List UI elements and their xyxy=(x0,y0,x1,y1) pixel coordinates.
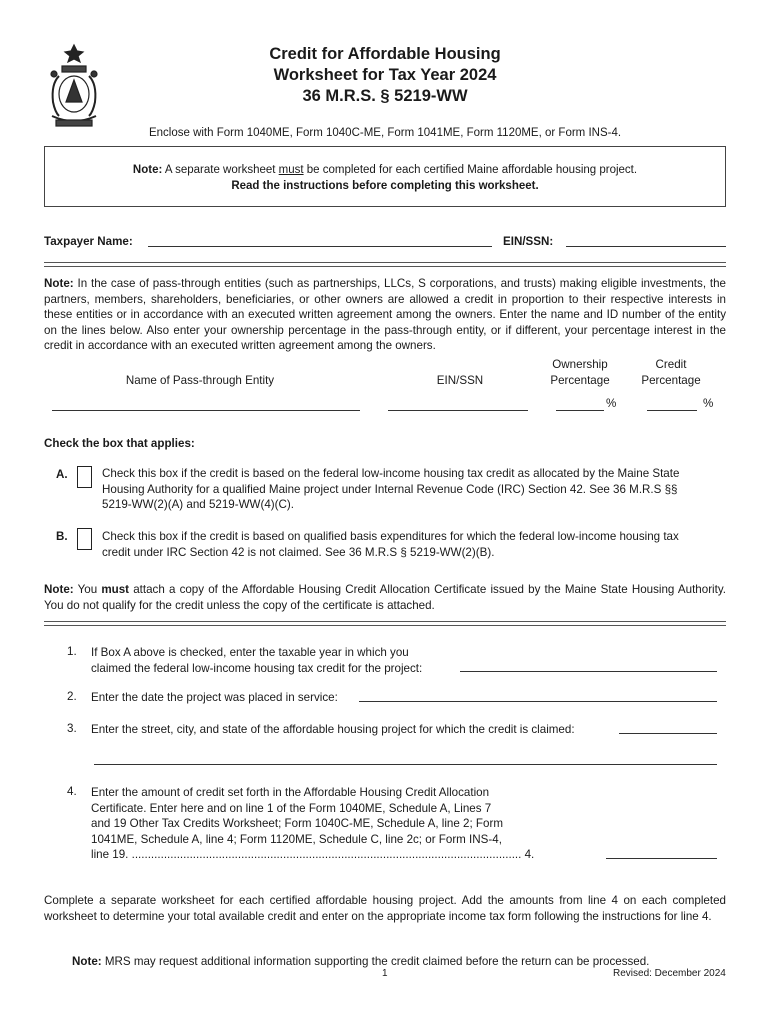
attach-note: Note: You must attach a copy of the Affordable Housing Credit Allocation Certificate issued by the Maine State Housing Authority. You do not qualify for the credit unless the copy of the certificate is attached. xyxy=(44,583,727,612)
note-label: Note: xyxy=(132,164,163,176)
note-label: Note: xyxy=(72,955,102,968)
enclose-instruction: Enclose with Form 1040ME, Form 1040C-ME, Form 1041ME, Form 1120ME, or Form INS-4. xyxy=(148,127,622,139)
line-3-text: Enter the street, city, and state of the affordable housing project for which the credit is claimed: xyxy=(91,723,575,736)
section-divider xyxy=(44,262,726,267)
taxpayer-name-field[interactable] xyxy=(148,246,492,247)
box-b-text: Check this box if the credit is based on qualified basis expenditures for which the federal low-income housing tax credit under IRC Section 42 is not claimed. See 36 M.R.S § 5219-WW(2)(B). xyxy=(102,530,679,559)
note-box-line-1: Note: A separate worksheet must be completed for each certified Maine affordable housing project. xyxy=(132,164,638,176)
box-a-letter: A. xyxy=(56,468,68,481)
box-a-text: Check this box if the credit is based on the federal low-income housing tax credit as allocated by the Maine State Housing Authority for a qualified Maine project under Internal Revenue Code (IRC) Section 42. See 36 M.R.S §§ 5219-WW(2)(A) and 5219-WW(4)(C). xyxy=(102,467,680,512)
check-heading: Check the box that applies: xyxy=(44,437,195,450)
note-box xyxy=(44,146,726,207)
line-3-field[interactable] xyxy=(619,733,717,734)
entity-ein-field[interactable] xyxy=(388,410,528,411)
line-1-number: 1. xyxy=(67,645,77,658)
line-2-text: Enter the date the project was placed in service: xyxy=(91,691,338,704)
line-4-text: Enter the amount of credit set forth in the Affordable Housing Credit Allocation Certificate. Enter here and on line 1 of the Form 1040ME, Schedule A, Lines 7 and 19 Other Tax Credits Worksheet; Form 1040C-ME, Schedule A, line 2; Form 1041ME, Schedule A, line 4; Form 1120ME, Schedule C, line 2c; or Form INS-4, line 19. ......................................................................................................................... 4. xyxy=(91,786,535,862)
line-2-field[interactable] xyxy=(359,701,717,702)
col-ein-ssn: EIN/SSN xyxy=(436,374,484,387)
box-a-checkbox[interactable] xyxy=(77,466,92,488)
ownership-pct-sign: % xyxy=(606,397,617,410)
must-underlined: must xyxy=(278,164,304,176)
line-3-number: 3. xyxy=(67,722,77,735)
section-divider xyxy=(44,621,726,626)
title-line-2: Worksheet for Tax Year 2024 xyxy=(273,66,497,84)
title-line-3: 36 M.R.S. § 5219-WW xyxy=(302,87,468,105)
page-number: 1 xyxy=(382,968,388,979)
closing-note: Note: MRS may request additional information supporting the credit claimed before the return can be processed. xyxy=(72,955,650,968)
entity-name-field[interactable] xyxy=(52,410,360,411)
credit-pct-sign: % xyxy=(703,397,714,410)
credit-pct-field[interactable] xyxy=(647,410,697,411)
passthrough-note: Note: In the case of pass-through entities (such as partnerships, LLCs, S corporations, and trusts) making eligible investments, the partners, members, shareholders, beneficiaries, or other owners are allowed a credit in proportion to their respective interests in these entities or in accordance with an executed written agreement among the owners. Enter the name and ID number of the entity on the lines below. Also enter your ownership percentage in the pass-through entity, or if different, your percentage interest in the credit in accordance with an executed written agreement among the owners. xyxy=(44,277,726,353)
line-2-number: 2. xyxy=(67,690,77,703)
box-b-checkbox[interactable] xyxy=(77,528,92,550)
col-credit-pct: Credit Percentage xyxy=(641,358,701,387)
box-b-letter: B. xyxy=(56,530,68,543)
col-entity-name: Name of Pass-through Entity xyxy=(125,374,275,387)
note-label: Note: xyxy=(44,583,74,596)
line-3-field-continued[interactable] xyxy=(94,764,717,765)
line-4-number: 4. xyxy=(67,785,77,798)
taxpayer-name-label: Taxpayer Name: xyxy=(44,235,133,248)
col-ownership-pct: Ownership Percentage xyxy=(550,358,610,387)
revised-date: Revised: December 2024 xyxy=(613,968,726,979)
closing-paragraph: Complete a separate worksheet for each certified affordable housing project. Add the amounts from line 4 on each completed worksheet to determine your total available credit and enter on the appropriate income tax form following the instructions for line 4. xyxy=(44,894,726,923)
title-line-1: Credit for Affordable Housing xyxy=(269,45,501,63)
ein-ssn-field[interactable] xyxy=(566,246,726,247)
note-box-line-2: Read the instructions before completing this worksheet. xyxy=(231,180,539,192)
ein-ssn-label: EIN/SSN: xyxy=(503,235,554,248)
line-1-text: If Box A above is checked, enter the taxable year in which you claimed the federal low-income housing tax credit for the project: xyxy=(91,646,423,675)
line-1-field[interactable] xyxy=(460,671,717,672)
note-label: Note: xyxy=(44,277,74,290)
must-bold: must xyxy=(101,583,130,596)
page-title xyxy=(0,44,770,107)
ownership-pct-field[interactable] xyxy=(556,410,604,411)
line-4-field[interactable] xyxy=(606,858,717,859)
